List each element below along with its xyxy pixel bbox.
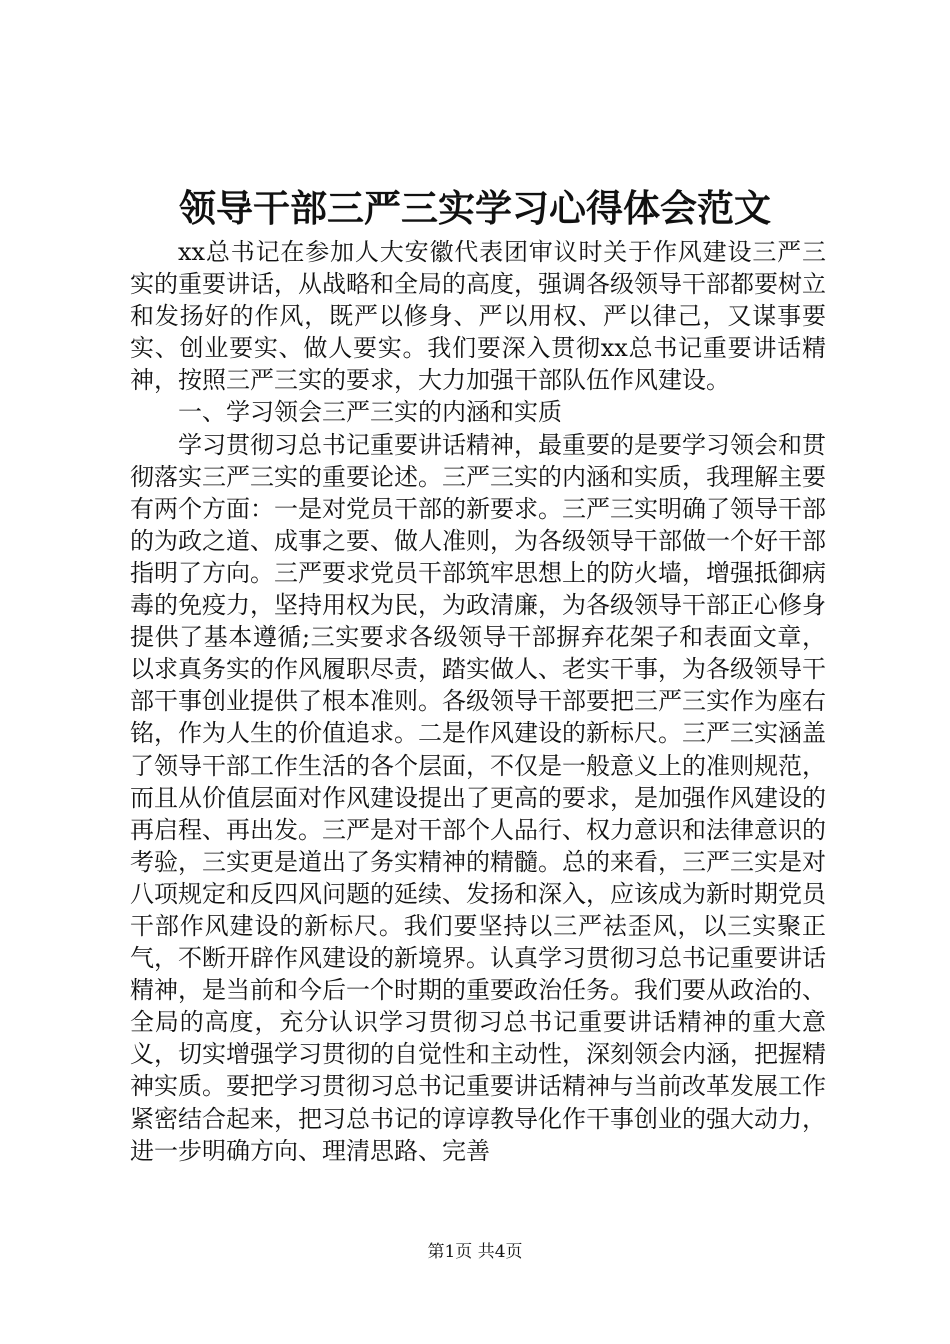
document-title: 领导干部三严三实学习心得体会范文 xyxy=(179,186,771,230)
paragraph-main: 学习贯彻习总书记重要讲话精神，最重要的是要学习领会和贯彻落实三严三实的重要论述。三严三实的内涵和实质，我理解主要有两个方面：一是对党员干部的新要求。三严三实明确了领导干部的为政之道、成事之要、做人准则，为各级领导干部做一个好干部指明了方向。三严要求党员干部筑牢思想上的防火墙，增强抵御病毒的免疫力，坚持用权为民，为政清廉，为各级领导干部正心修身提供了基本遵循;三实要求各级领导干部摒弃花架子和表面文章，以求真务实的作风履职尽责，踏实做人、老实干事，为各级领导干部干事创业提供了根本准则。各级领导干部要把三严三实作为座右铭，作为人生的价值追求。二是作风建设的新标尺。三严三实涵盖了领导干部工作生活的各个层面，不仅是一般意义上的准则规范，而且从价值层面对作风建设提出了更高的要求，是加强作风建设的再启程、再出发。三严是对干部个人品行、权力意识和法律意识的考验，三实更是道出了务实精神的精髓。总的来看，三严三实是对八项规定和反四风问题的延续、发扬和深入，应该成为新时期党员干部作风建设的新标尺。我们要坚持以三严祛歪风，以三实聚正气，不断开辟作风建设的新境界。认真学习贯彻习总书记重要讲话精神，是当前和今后一个时期的重要政治任务。我们要从政治的、全局的高度，充分认识学习贯彻习总书记重要讲话精神的重大意义，切实增强学习贯彻的自觉性和主动性，深刻领会内涵，把握精神实质。要把学习贯彻习总书记重要讲话精神与当前改革发展工作紧密结合起来，把习总书记的谆谆教导化作干事创业的强大动力，进一步明确方向、理清思路、完善 xyxy=(130,430,826,1165)
section-heading: 一、学习领会三严三实的内涵和实质 xyxy=(178,398,562,427)
document-body xyxy=(130,236,826,1167)
page-footer: 第1页 共4页 xyxy=(427,1242,523,1262)
paragraph-intro: xx总书记在参加人大安徽代表团审议时关于作风建设三严三实的重要讲话，从战略和全局的高度，强调各级领导干部都要树立和发扬好的作风，既严以修身、严以用权、严以律己，又谋事要实、创业要实、做人要实。我们要深入贯彻xx总书记重要讲话精神，按照三严三实的要求，大力加强干部队伍作风建设。 xyxy=(130,238,826,395)
